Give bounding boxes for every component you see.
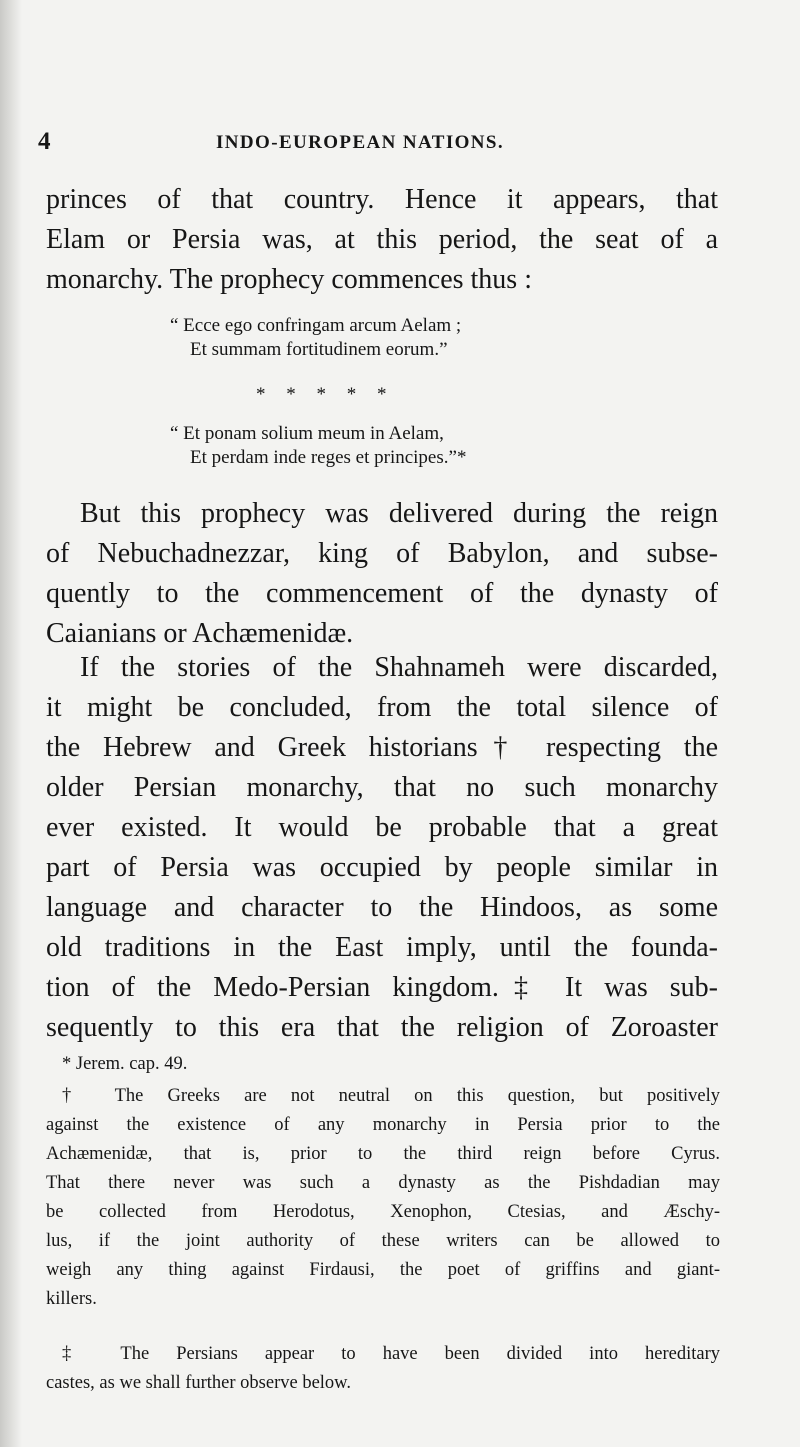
text-line: of Nebuchadnezzar, king of Babylon, and subse-: [46, 538, 718, 569]
page-number: 4: [38, 128, 51, 155]
text-line: Elam or Persia was, at this period, the seat of a: [46, 224, 718, 255]
latin-quote-1: [170, 314, 730, 362]
text-line: Caianians or Achæmenidæ.: [46, 618, 354, 649]
footnote-dagger: [46, 1082, 720, 1314]
footnote-line: weigh any thing against Firdausi, the poet of griffins and giant-: [46, 1260, 720, 1280]
text-line: monarchy. The prophecy commences thus :: [46, 264, 532, 295]
paragraph-3: [46, 648, 718, 1048]
text-line: quently to the commencement of the dynasty of: [46, 578, 718, 609]
text-line: older Persian monarchy, that no such monarchy: [46, 772, 718, 803]
footnote-line: killers.: [46, 1289, 97, 1309]
text-line: language and character to the Hindoos, as some: [46, 892, 718, 923]
quote-line: “ Et ponam solium meum in Aelam,: [170, 423, 444, 444]
text-line: part of Persia was occupied by people similar in: [46, 852, 718, 883]
page-gutter-shadow: [0, 0, 22, 1447]
ellipsis-stars: * * * * *: [256, 384, 395, 405]
text-line: ever existed. It would be probable that a great: [46, 812, 718, 843]
text-line: it might be concluded, from the total silence of: [46, 692, 718, 723]
footnote-line: lus, if the joint authority of these writers can be allowed to: [46, 1231, 720, 1251]
quote-line: “ Ecce ego confringam arcum Aelam ;: [170, 315, 462, 336]
footnote-line: ‡ The Persians appear to have been divided into hereditary: [62, 1344, 720, 1364]
text-line: sequently to this era that the religion of Zoroaster: [46, 1012, 718, 1043]
quote-line: Et perdam inde reges et principes.”*: [190, 447, 467, 468]
text-line: If the stories of the Shahnameh were discarded,: [80, 652, 718, 683]
footnote-line: † The Greeks are not neutral on this question, but positively: [62, 1086, 720, 1106]
text-line: princes of that country. Hence it appears, that: [46, 184, 718, 215]
page-header: [38, 128, 758, 162]
footnote-double-dagger: [46, 1340, 720, 1398]
footnote-line: against the existence of any monarchy in Persia prior to the: [46, 1115, 720, 1135]
footnote-line: That there never was such a dynasty as the Pishdadian may: [46, 1173, 720, 1193]
latin-quote-2: [170, 422, 730, 470]
text-line: old traditions in the East imply, until the founda-: [46, 932, 718, 963]
footnote-line: * Jerem. cap. 49.: [62, 1054, 188, 1074]
quote-line: Et summam fortitudinem eorum.”: [190, 339, 448, 360]
paragraph-2: [46, 494, 718, 654]
running-head: INDO-EUROPEAN NATIONS.: [216, 132, 505, 153]
text-line: But this prophecy was delivered during the reign: [80, 498, 718, 529]
footnote-line: castes, as we shall further observe below.: [46, 1373, 351, 1393]
text-line: tion of the Medo-Persian kingdom.‡ It was sub-: [46, 972, 718, 1003]
footnote-line: Achæmenidæ, that is, prior to the third reign before Cyrus.: [46, 1144, 720, 1164]
footnote-line: be collected from Herodotus, Xenophon, Ctesias, and Æschy-: [46, 1202, 720, 1222]
footnote-star: [62, 1050, 362, 1079]
paragraph-1: [46, 180, 718, 300]
text-line: the Hebrew and Greek historians† respecting the: [46, 732, 718, 763]
